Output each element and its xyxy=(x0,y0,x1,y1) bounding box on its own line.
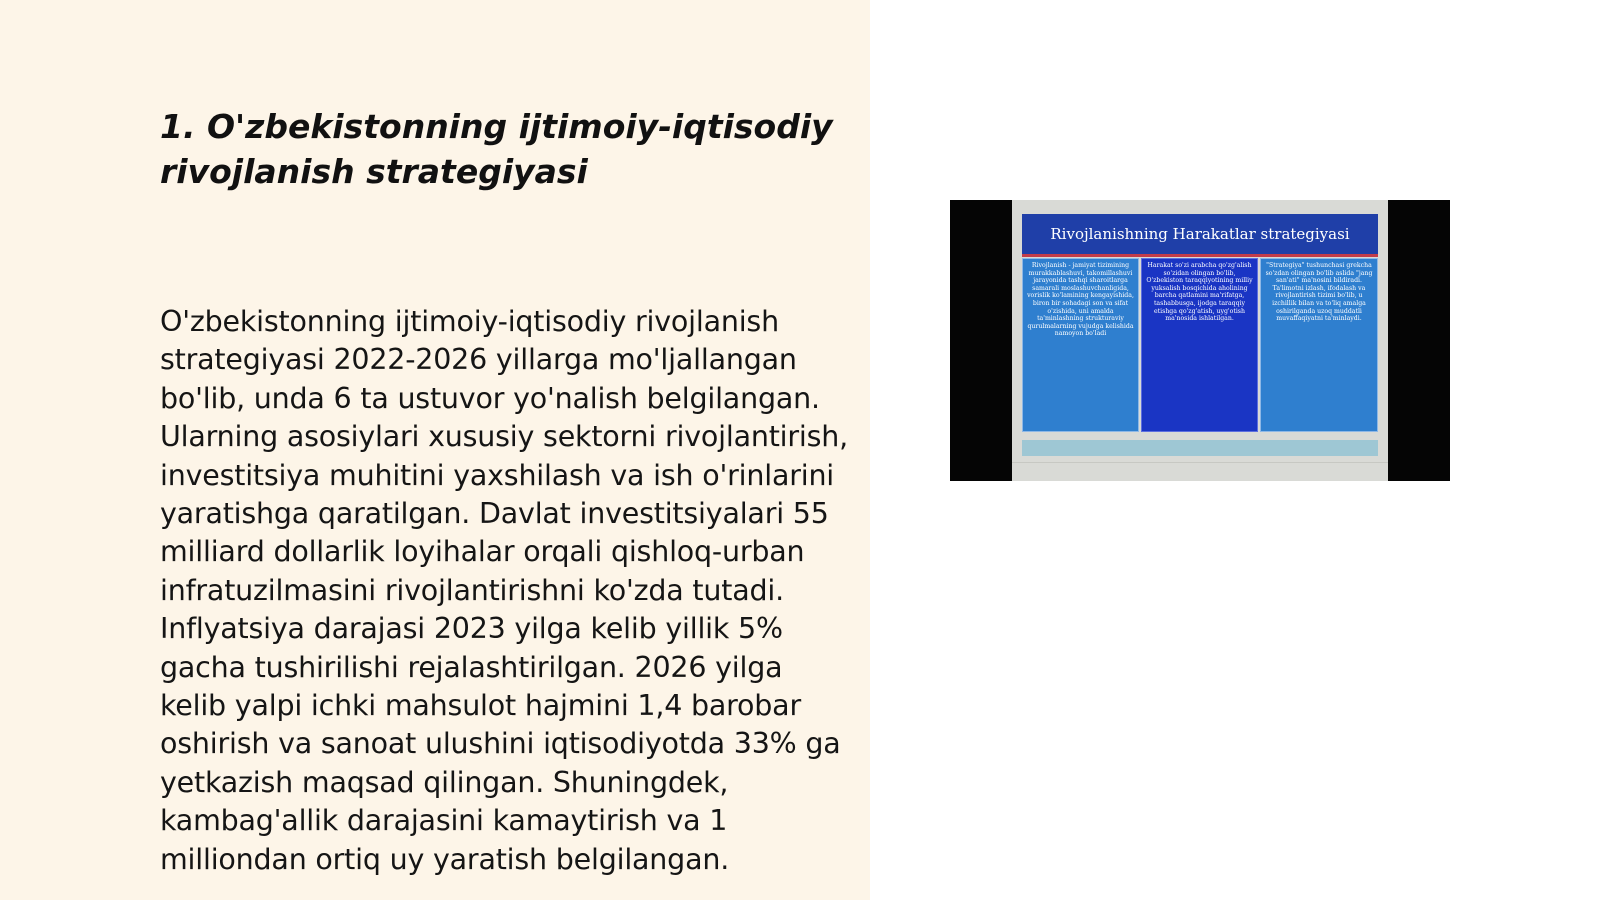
slide-column-harakat: Harakat so'zi arabcha qo'zg'alish so'zidan olingan bo'lib, O'zbekiston taraqqiyotining milliy yuksalish bosqichida aholining barcha qatlamini ma'rifatga, tashabbusga, ijodga taraqqiy etishga qo'zg'atish, uyg'otish ma'nosida ishlatilgan. xyxy=(1141,258,1258,432)
slide-title: Rivojlanishning Harakatlar strategiyasi xyxy=(1022,214,1378,257)
slide-bottom-bar xyxy=(1022,440,1378,456)
slide-column-strategiya: "Strategiya" tushunchasi grekcha so'zdan olingan bo'lib aslida "jang san'ati" ma'nosini bildiradi. Ta'limotni izlash, ifodalash va rivojlantirish tizimi bo'lib, u izchillik bilan va to'liq amalga oshirilganda uzoq muddatli muvaffaqiyatni ta'minlaydi. xyxy=(1260,258,1378,432)
page-title: 1. O'zbekistonning ijtimoiy-iqtisodiy rivojlanish strategiyasi xyxy=(160,107,833,191)
body-paragraph: O'zbekistonning ijtimoiy-iqtisodiy rivojlanish strategiyasi 2022-2026 yillarga mo'ljallangan bo'lib, unda 6 ta ustuvor yo'nalish belgilangan. Ularning asosiylari xususiy sektorni rivojlantirish, investitsiya muhitini yaxshilash va ish o'rinlarini yaratishga qaratilgan. Davlat investitsiyalari 55 milliard dollarlik loyihalar orqali qishloq-urban infratuzilmasini rivojlantirishni ko'zda tutadi. Inflyatsiya darajasi 2023 yilga kelib yillik 5% gacha tushirilishi rejalashtirilgan. 2026 yilga kelib yalpi ichki mahsulot hajmini 1,4 barobar oshirish va sanoat ulushini iqtisodiyotda 33% ga yetkazish maqsad qilingan. Shuningdek, kambag'allik darajasini kamaytirish va 1 milliondan ortiq uy yaratish belgilangan. xyxy=(160,305,849,876)
slide-divider xyxy=(1012,462,1388,463)
slide-thumbnail-image xyxy=(950,200,1450,481)
slide-column-rivojlanish: Rivojlanish - jamiyat tizimining murakkablashuvi, takomillashuvi jarayonida tashqi sharoitlarga samarali moslashuvchanligida, vorislik ko'lamining kengayishida, biron bir sohadagi son va sifat o'zishida, uni amalda ta'minlashning strukturaviy qurulmalarning vujudga kelishida namoyon bo'ladi xyxy=(1022,258,1139,432)
